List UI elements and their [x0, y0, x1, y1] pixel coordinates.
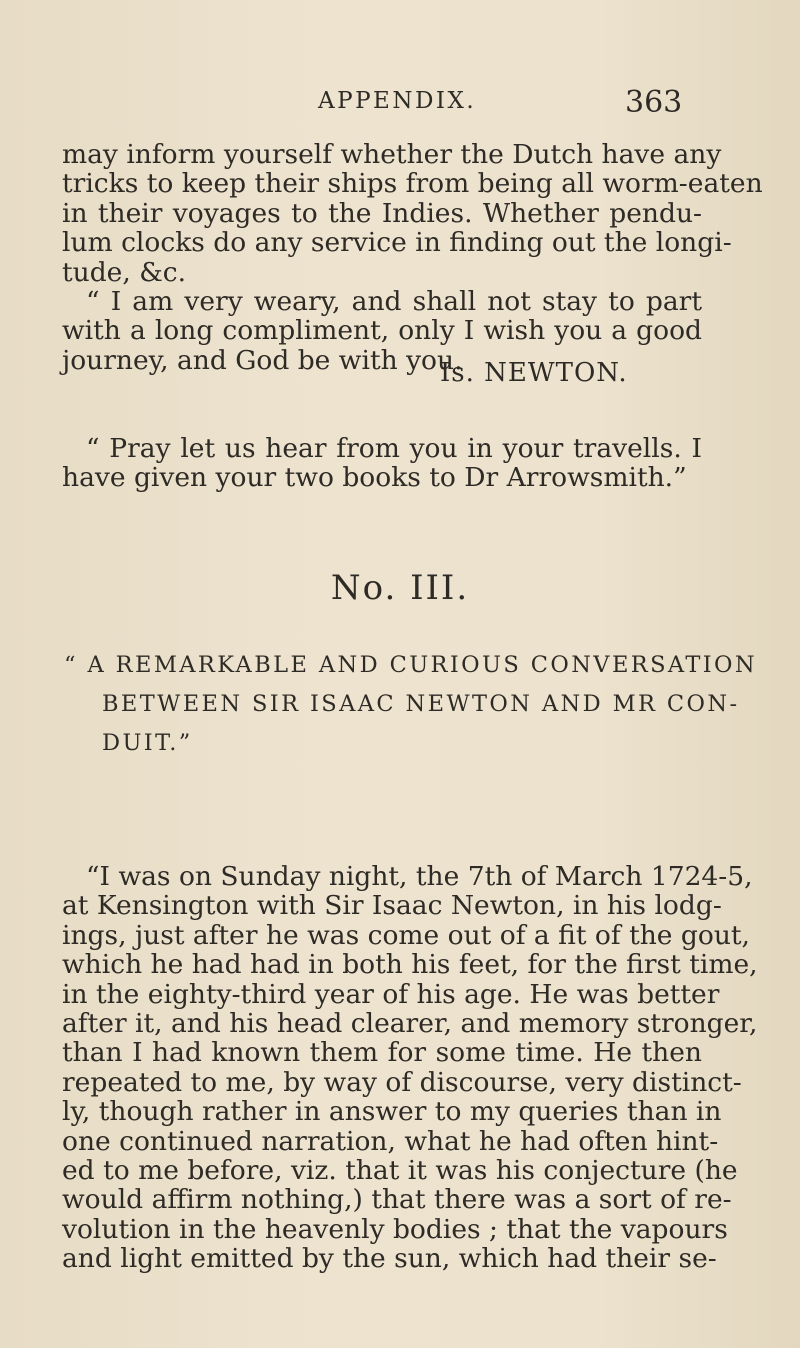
signature: Is. NEWTON.	[440, 358, 628, 388]
page-number: 363	[625, 85, 683, 120]
section-title-line: BETWEEN SIR ISAAC NEWTON AND MR CON-	[102, 691, 740, 717]
section-number: No. III.	[330, 568, 470, 608]
text-line: journey, and God be with you.	[62, 344, 463, 376]
text-line: repeated to me, by way of discourse, very distinct-	[62, 1066, 742, 1098]
text-line: ings, just after he was come out of a fit of the gout,	[62, 919, 750, 951]
section-title	[64, 646, 757, 763]
text-line: may inform yourself whether the Dutch have any	[62, 139, 722, 170]
section-title-line: “ A REMARKABLE AND CURIOUS CONVERSATION	[64, 652, 757, 678]
text-line: with a long compliment, only I wish you a good	[62, 315, 702, 347]
text-line: at Kensington with Sir Isaac Newton, in his lodg-	[62, 890, 722, 922]
text-line: after it, and his head clearer, and memory stronger,	[62, 1007, 758, 1039]
text-line: than I had known them for some time. He then	[62, 1037, 702, 1069]
text-line: “ Pray let us hear from you in your travells. I	[86, 433, 702, 464]
text-line: have given your two books to Dr Arrowsmith.”	[62, 462, 687, 494]
text-line: one continued narration, what he had often hint-	[62, 1125, 719, 1157]
text-line: in the eighty-third year of his age. He was better	[62, 978, 720, 1010]
text-line: and light emitted by the sun, which had their se-	[62, 1243, 717, 1275]
text-line: which he had had in both his feet, for the first time,	[62, 949, 758, 981]
paragraph-conversation	[62, 861, 758, 1275]
section-title-line: DUIT.”	[102, 730, 193, 756]
text-line: “ I am very weary, and shall not stay to part	[86, 286, 702, 317]
running-head: APPENDIX.	[318, 88, 477, 114]
paragraph-letter-continuation	[62, 139, 763, 288]
page-header	[0, 85, 800, 122]
text-line: tricks to keep their ships from being all worm-eaten	[62, 168, 763, 200]
text-line: tude, &c.	[62, 256, 187, 288]
text-line: ly, though rather in answer to my queries than in	[62, 1096, 722, 1128]
text-line: volution in the heavenly bodies ; that the vapours	[62, 1213, 728, 1245]
paragraph-postscript	[62, 434, 702, 493]
text-line: lum clocks do any service in finding out the longi-	[62, 227, 732, 259]
text-line: “I was on Sunday night, the 7th of March 1724-5,	[86, 861, 753, 892]
text-line: in their voyages to the Indies. Whether pendu-	[62, 197, 702, 229]
text-line: would affirm nothing,) that there was a sort of re-	[62, 1184, 732, 1216]
text-line: ed to me before, viz. that it was his conjecture (he	[62, 1154, 738, 1186]
